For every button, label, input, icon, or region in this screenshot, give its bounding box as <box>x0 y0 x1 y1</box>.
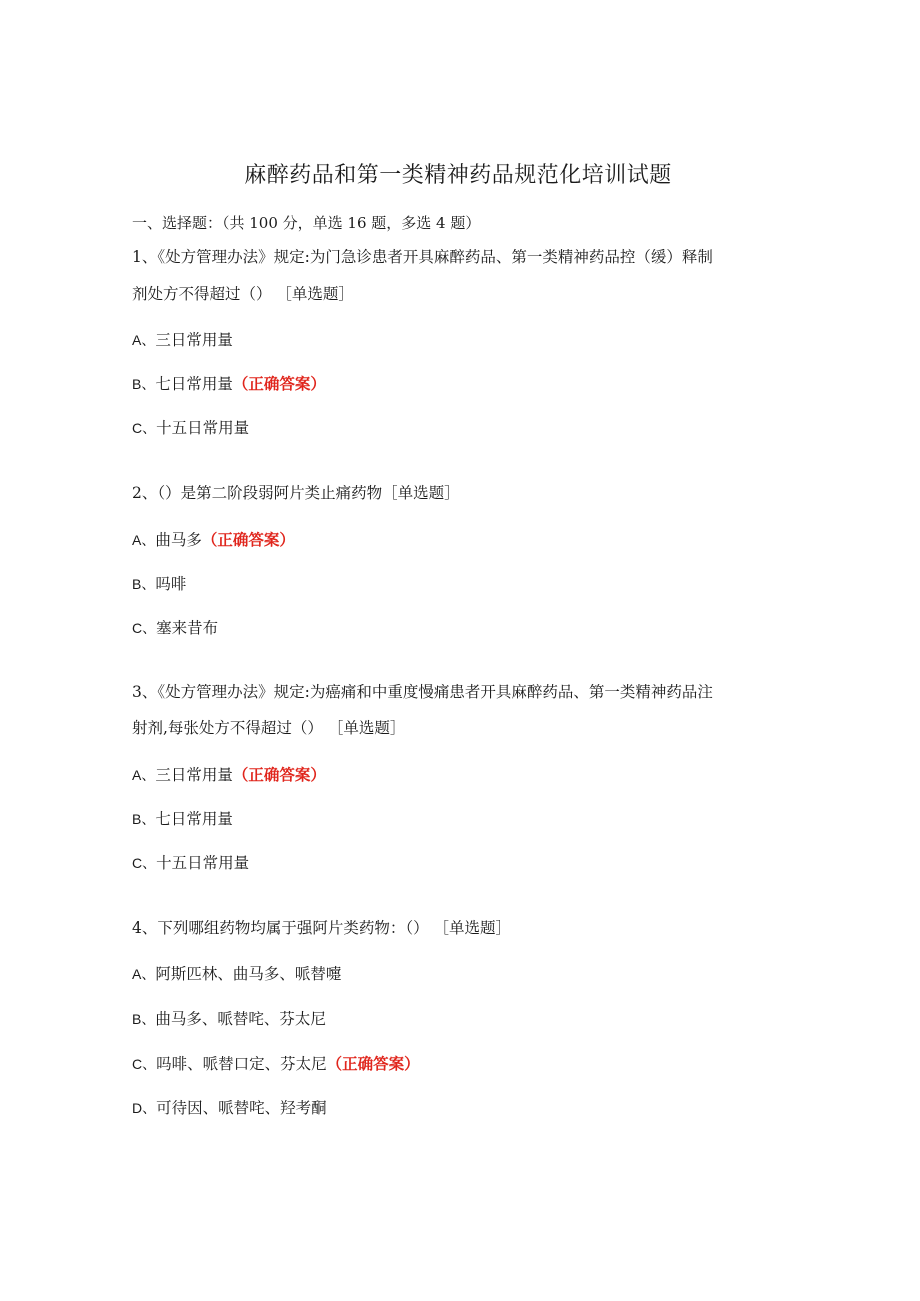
question-2-option-a <box>132 528 792 552</box>
option-text: 阿斯匹林、曲马多、哌替嚏 <box>155 965 342 983</box>
option-label: A、 <box>132 532 156 548</box>
option-text: 曲马多、哌替咤、芬太尼 <box>155 1010 326 1028</box>
question-1-stem-line1: 1、《处方管理办法》规定:为门急诊患者开具麻醉药品、第一类精神药品控（缓）释制 <box>132 248 713 266</box>
question-4-option-b <box>132 1007 792 1031</box>
question-3-option-b <box>132 807 792 831</box>
question-1-option-a <box>132 328 792 352</box>
option-label: A、 <box>132 332 156 348</box>
correct-answer-mark: （正确答案） <box>201 530 295 549</box>
question-4-option-a <box>132 962 792 986</box>
option-text: 可待因、哌替咤、羟考酮 <box>156 1099 327 1117</box>
option-text: 塞来昔布 <box>156 619 219 637</box>
option-text: 吗啡、哌替口定、芬太尼 <box>156 1055 327 1073</box>
correct-answer-mark: （正确答案） <box>232 765 326 784</box>
option-text: 三日常用量 <box>155 331 233 349</box>
question-3-stem-line1: 3、《处方管理办法》规定:为癌痛和中重度慢痛患者开具麻醉药品、第一类精神药品注 <box>132 683 713 701</box>
option-label: B、 <box>132 376 156 392</box>
question-2-stem-line1: 2、（）是第二阶段弱阿片类止痛药物［单选题］ <box>132 484 460 502</box>
option-label: C、 <box>132 420 157 436</box>
question-1-stem-line2: 剂处方不得超过（） ［单选题］ <box>132 285 354 303</box>
option-text: 三日常用量 <box>155 766 233 784</box>
section-heading: 一、选择题：（共 100 分，单选 16 题，多选 4 题） <box>132 214 481 232</box>
option-label: B、 <box>132 1011 156 1027</box>
option-text: 曲马多 <box>155 531 202 549</box>
option-text: 七日常用量 <box>155 810 233 828</box>
question-4-stem-line1: 4、下列哪组药物均属于强阿片类药物：（） ［单选题］ <box>132 919 512 937</box>
option-text: 十五日常用量 <box>156 854 250 872</box>
question-3-option-c <box>132 851 792 875</box>
correct-answer-mark: （正确答案） <box>326 1054 420 1073</box>
question-3-stem-line2: 射剂,每张处方不得超过（） ［单选题］ <box>132 719 406 737</box>
question-2-option-b <box>132 572 792 596</box>
option-label: C、 <box>132 620 157 636</box>
option-label: C、 <box>132 1056 157 1072</box>
option-text: 吗啡 <box>155 575 187 593</box>
option-text: 七日常用量 <box>155 375 233 393</box>
option-label: B、 <box>132 576 156 592</box>
question-4-option-d <box>132 1096 792 1120</box>
option-label: A、 <box>132 966 156 982</box>
option-label: A、 <box>132 767 156 783</box>
option-label: B、 <box>132 811 156 827</box>
question-2-option-c <box>132 616 792 640</box>
question-1-option-c <box>132 416 792 440</box>
correct-answer-mark: （正确答案） <box>232 374 326 393</box>
question-3-option-a <box>132 763 792 787</box>
question-4-option-c <box>132 1052 792 1076</box>
option-text: 十五日常用量 <box>156 419 250 437</box>
question-1-option-b <box>132 372 792 396</box>
page-title: 麻醉药品和第一类精神药品规范化培训试题 <box>244 163 672 188</box>
option-label: C、 <box>132 855 157 871</box>
option-label: D、 <box>132 1100 157 1116</box>
